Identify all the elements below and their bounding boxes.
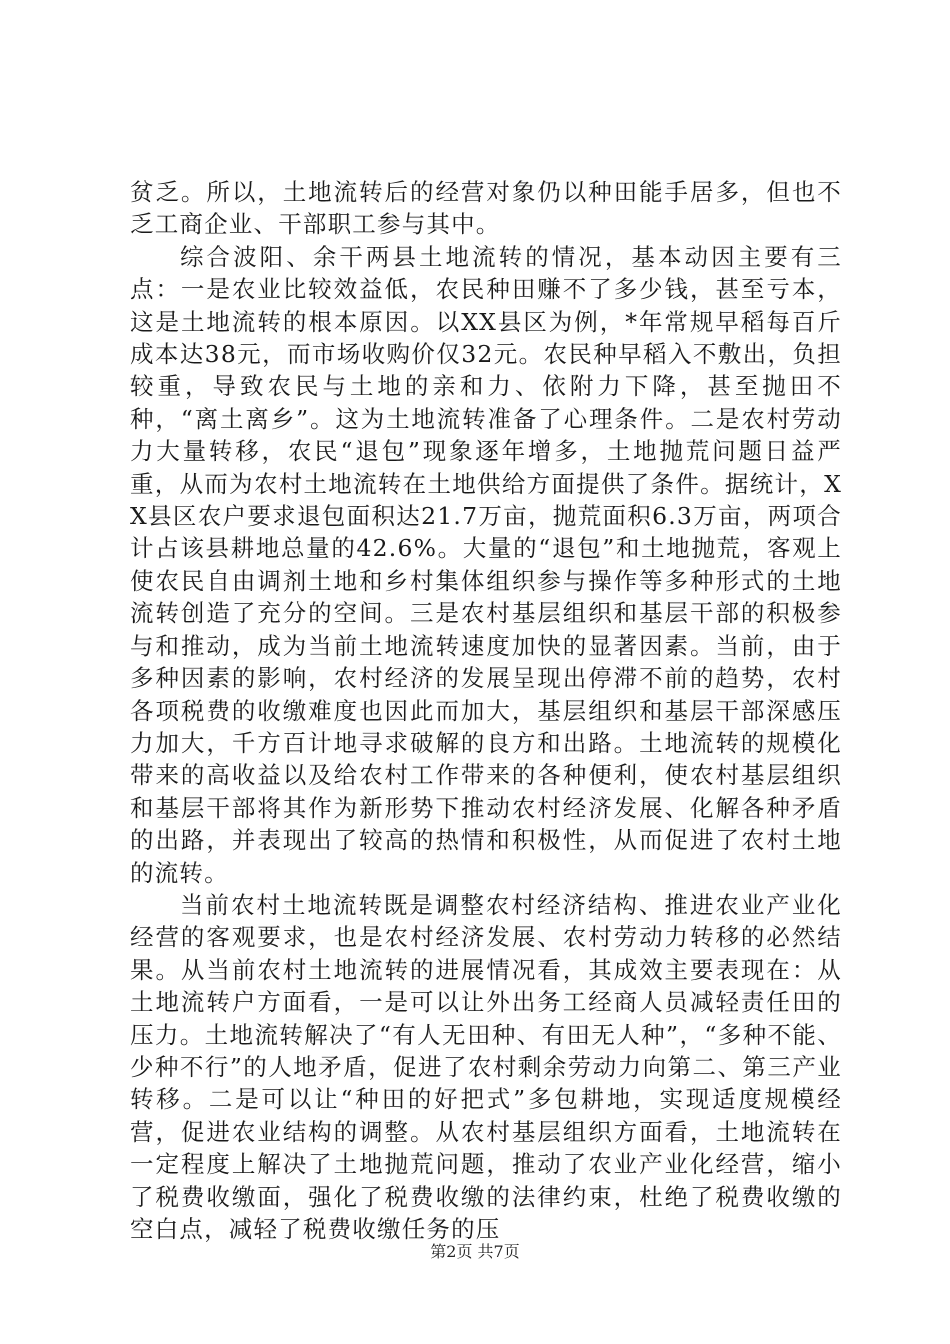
body-text — [130, 176, 842, 1245]
page-footer: 第2页 共7页 — [430, 1242, 520, 1261]
paragraph-1: 贫乏。所以，土地流转后的经营对象仍以种田能手居多，但也不乏工商企业、干部职工参与其中。 — [130, 178, 842, 239]
paragraph-2: 综合波阳、余干两县土地流转的情况，基本动因主要有三点：一是农业比较效益低，农民种田赚不了多少钱，甚至亏本，这是土地流转的根本原因。以XX县区为例，*年常规早稻每百斤成本达38元，而市场收购价仅32元。农民种早稻入不敷出，负担较重，导致农民与土地的亲和力、依附力下降，甚至抛田不种，“离土离乡”。这为土地流转准备了心理条件。二是农村劳动力大量转移，农民“退包”现象逐年增多，土地抛荒问题日益严重，从而为农村土地流转在土地供给方面提供了条件。据统计，XX县区农户要求退包面积达21.7万亩，抛荒面积6.3万亩，两项合计占该县耕地总量的42.6%。大量的“退包”和土地抛荒，客观上使农民自由调剂土地和乡村集体组织参与操作等多种形式的土地流转创造了充分的空间。三是农村基层组织和基层干部的积极参与和推动，成为当前土地流转速度加快的显著因素。当前，由于多种因素的影响，农村经济的发展呈现出停滞不前的趋势，农村各项税费的收缴难度也因此而加大，基层组织和基层干部深感压力加大，千方百计地寻求破解的良方和出路。土地流转的规模化带来的高收益以及给农村工作带来的各种便利，使农村基层组织和基层干部将其作为新形势下推动农村经济发展、化解各种矛盾的出路，并表现出了较高的热情和积极性，从而促进了农村土地的流转。 — [130, 242, 842, 887]
paragraph-3: 当前农村土地流转既是调整农村经济结构、推进农业产业化经营的客观要求，也是农村经济发展、农村劳动力转移的必然结果。从当前农村土地流转的进展情况看，其成效主要表现在：从土地流转户方面看，一是可以让外出务工经商人员减轻责任田的压力。土地流转解决了“有人无田种、有田无人种”，“多种不能、少种不行”的人地矛盾，促进了农村剩余劳动力向第二、第三产业转移。二是可以让“种田的好把式”多包耕地，实现适度规模经营，促进农业结构的调整。从农村基层组织方面看，土地流转在一定程度上解决了土地抛荒问题，推动了农业产业化经营，缩小了税费收缴面，强化了税费收缴的法律约束，杜绝了税费收缴的空白点，减轻了税费收缴任务的压 — [130, 890, 842, 1243]
